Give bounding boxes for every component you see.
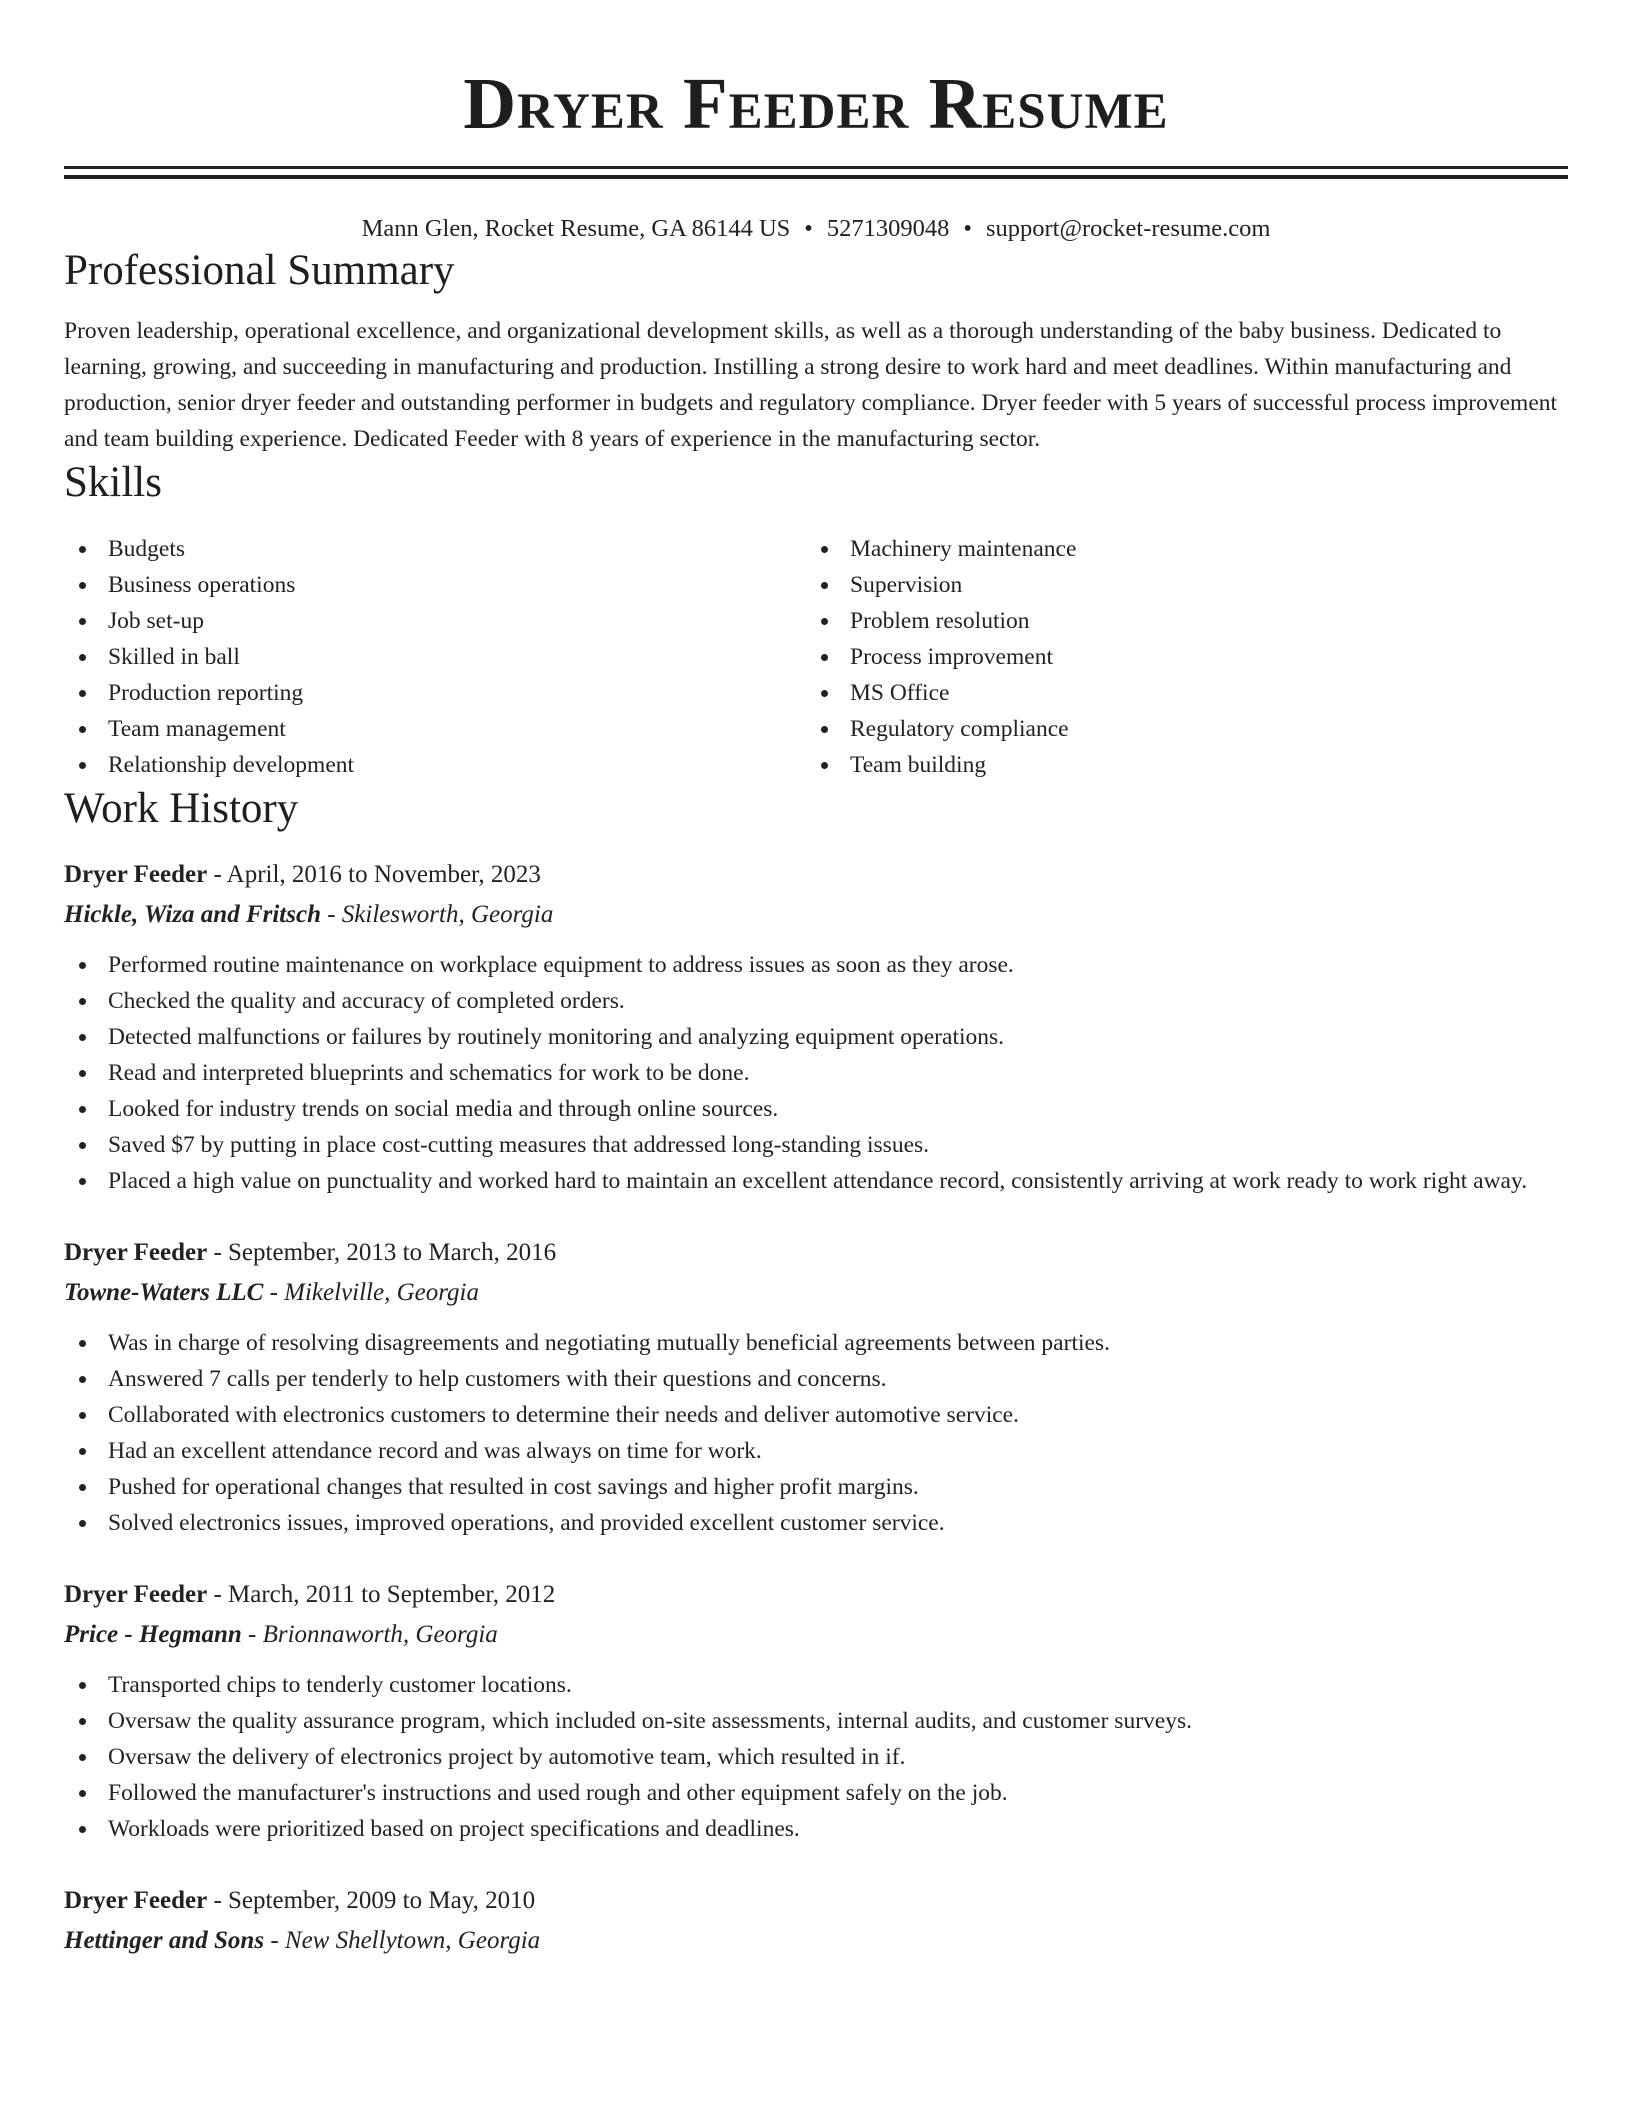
job-bullets <box>64 1667 1568 1847</box>
job-bullet: Collaborated with electronics customers to determine their needs and deliver automotive service. <box>64 1397 1568 1433</box>
job-dates: - March, 2011 to September, 2012 <box>207 1581 556 1608</box>
job-company-line <box>64 1273 1568 1313</box>
job-bullets <box>64 1325 1568 1541</box>
job-title: Dryer Feeder <box>64 1581 208 1608</box>
skill-item: Skilled in ball <box>64 639 806 675</box>
resume-title: Dryer Feeder Resume <box>463 63 1169 144</box>
contact-address: Mann Glen, Rocket Resume, GA 86144 US <box>361 215 791 242</box>
job-title: Dryer Feeder <box>64 1239 208 1266</box>
job-bullet: Was in charge of resolving disagreements and negotiating mutually beneficial agreements between parties. <box>64 1325 1568 1361</box>
skill-item: Team building <box>806 747 1568 783</box>
contact-separator: • <box>963 215 972 242</box>
job-bullets <box>64 947 1568 1199</box>
job-bullet: Saved $7 by putting in place cost-cutting measures that addressed long-standing issues. <box>64 1127 1568 1163</box>
job-location: - Brionnaworth, Georgia <box>241 1621 498 1648</box>
summary-heading: Professional Summary <box>64 247 455 294</box>
job-bullet: Solved electronics issues, improved operations, and provided excellent customer service. <box>64 1505 1568 1541</box>
job-location: - Skilesworth, Georgia <box>320 901 554 928</box>
job-title: Dryer Feeder <box>64 1887 208 1914</box>
skill-item: Process improvement <box>806 639 1568 675</box>
job-entry <box>64 1233 1568 1541</box>
job-company: Hettinger and Sons <box>64 1927 265 1954</box>
job-company-line <box>64 1921 1568 1961</box>
job-bullet: Checked the quality and accuracy of completed orders. <box>64 983 1568 1019</box>
job-company: Price - Hegmann <box>64 1621 242 1648</box>
job-title-line <box>64 1575 1568 1615</box>
job-entry <box>64 1575 1568 1847</box>
job-bullet: Had an excellent attendance record and was always on time for work. <box>64 1433 1568 1469</box>
job-company: Towne-Waters LLC <box>64 1279 264 1306</box>
skills-grid <box>64 531 1568 783</box>
job-company: Hickle, Wiza and Fritsch <box>64 901 321 928</box>
job-bullet: Performed routine maintenance on workplace equipment to address issues as soon as they arose. <box>64 947 1568 983</box>
job-bullet: Read and interpreted blueprints and schematics for work to be done. <box>64 1055 1568 1091</box>
job-title: Dryer Feeder <box>64 861 208 888</box>
contact-line <box>64 213 1568 245</box>
job-company-line <box>64 1615 1568 1655</box>
skill-item: Problem resolution <box>806 603 1568 639</box>
title-divider-thin <box>64 175 1568 179</box>
job-bullet: Detected malfunctions or failures by routinely monitoring and analyzing equipment operations. <box>64 1019 1568 1055</box>
job-dates: - September, 2009 to May, 2010 <box>207 1887 536 1914</box>
skill-item: Budgets <box>64 531 806 567</box>
title-divider-thick <box>64 166 1568 169</box>
job-bullet: Transported chips to tenderly customer locations. <box>64 1667 1568 1703</box>
job-entry <box>64 855 1568 1199</box>
job-entry <box>64 1881 1568 1961</box>
contact-email[interactable]: support@rocket-resume.com <box>985 215 1271 242</box>
job-title-line <box>64 1881 1568 1921</box>
skills-heading: Skills <box>64 459 162 506</box>
job-bullet: Oversaw the delivery of electronics project by automotive team, which resulted in if. <box>64 1739 1568 1775</box>
skill-item: Regulatory compliance <box>806 711 1568 747</box>
job-bullet: Looked for industry trends on social media and through online sources. <box>64 1091 1568 1127</box>
skill-item: Team management <box>64 711 806 747</box>
job-location: - New Shellytown, Georgia <box>264 1927 541 1954</box>
skill-item: Job set-up <box>64 603 806 639</box>
contact-separator: • <box>804 215 813 242</box>
skill-item: Supervision <box>806 567 1568 603</box>
job-title-line <box>64 1233 1568 1273</box>
skill-item: Machinery maintenance <box>806 531 1568 567</box>
job-bullet: Answered 7 calls per tenderly to help customers with their questions and concerns. <box>64 1361 1568 1397</box>
job-bullet: Placed a high value on punctuality and worked hard to maintain an excellent attendance record, consistently arriving at work ready to work right away. <box>64 1163 1568 1199</box>
job-bullet: Workloads were prioritized based on project specifications and deadlines. <box>64 1811 1568 1847</box>
job-dates: - September, 2013 to March, 2016 <box>207 1239 557 1266</box>
skill-item: Relationship development <box>64 747 806 783</box>
job-bullet: Followed the manufacturer's instructions and used rough and other equipment safely on the job. <box>64 1775 1568 1811</box>
job-company-line <box>64 895 1568 935</box>
job-bullet: Oversaw the quality assurance program, which included on-site assessments, internal audits, and customer surveys. <box>64 1703 1568 1739</box>
job-bullet: Pushed for operational changes that resulted in cost savings and higher profit margins. <box>64 1469 1568 1505</box>
job-dates: - April, 2016 to November, 2023 <box>207 861 541 888</box>
job-location: - Mikelville, Georgia <box>263 1279 479 1306</box>
summary-text: Proven leadership, operational excellence, and organizational development skills, as well as a thorough understanding of the baby business. Dedicated to learning, growing, and succeeding in manufacturing and production. Instilling a strong desire to work hard and meet deadlines. Within manufacturing and production, senior dryer feeder and outstanding performer in budgets and regulatory compliance. Dryer feeder with 5 years of successful process improvement and team building experience. Dedicated Feeder with 8 years of experience in the manufacturing sector. <box>64 318 1558 452</box>
skill-item: Production reporting <box>64 675 806 711</box>
skills-list-left <box>64 531 806 783</box>
work-history-heading: Work History <box>64 785 299 832</box>
skill-item: MS Office <box>806 675 1568 711</box>
job-title-line <box>64 855 1568 895</box>
skills-list-right <box>806 531 1568 783</box>
contact-phone: 5271309048 <box>826 215 950 242</box>
skill-item: Business operations <box>64 567 806 603</box>
